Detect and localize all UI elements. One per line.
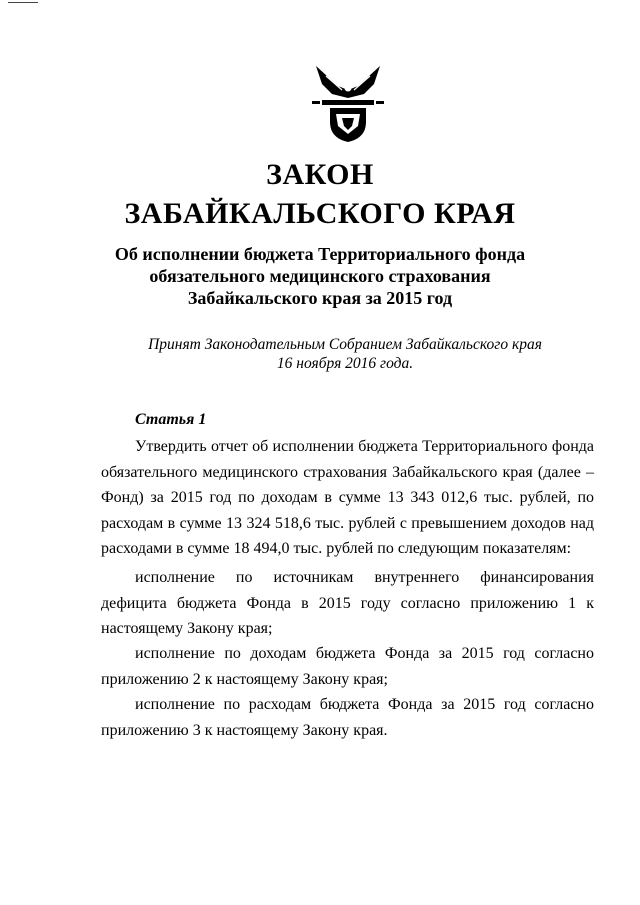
article-paragraph: Утвердить отчет об исполнении бюджета Территориального фонда обязательного медицинского страхования Забайкальского края (далее – Фонд) за 2015 год по доходам в сумме 13 343 012,6 тыс. рублей, по расходам в сумме 13 324 518,6 тыс. рублей с превышением доходов над расходами в сумме 18 494,0 тыс. рублей по следующим показателям: (101, 438, 594, 557)
article-heading: Статья 1 (135, 411, 207, 428)
adoption-date: 16 ноября 2016 года. (276, 355, 414, 372)
adoption-note (0, 335, 640, 373)
article-paragraph: исполнение по расходам бюджета Фонда за 2015 год согласно приложению 3 к настоящему Закону края. (101, 696, 594, 739)
law-title: ЗАКОН (266, 158, 374, 191)
article-paragraph: исполнение по источникам внутреннего финансирования дефицита бюджета Фонда в 2015 году согласно приложению 1 к настоящему Закону края; (101, 569, 594, 637)
subtitle-line: обязательного медицинского страхования (149, 266, 491, 286)
subtitle-line: Забайкальского края за 2015 год (187, 288, 453, 308)
scan-edge-mark (8, 2, 38, 3)
coat-of-arms-icon (312, 60, 384, 144)
adoption-line: Принят Законодательным Собранием Забайкальского края (148, 336, 542, 353)
law-subtitle (0, 243, 640, 309)
article-paragraph: исполнение по доходам бюджета Фонда за 2015 год согласно приложению 2 к настоящему Закону края; (101, 645, 594, 688)
subtitle-line: Об исполнении бюджета Территориального фонда (114, 244, 526, 264)
law-region-title: ЗАБАЙКАЛЬСКОГО КРАЯ (124, 197, 516, 230)
